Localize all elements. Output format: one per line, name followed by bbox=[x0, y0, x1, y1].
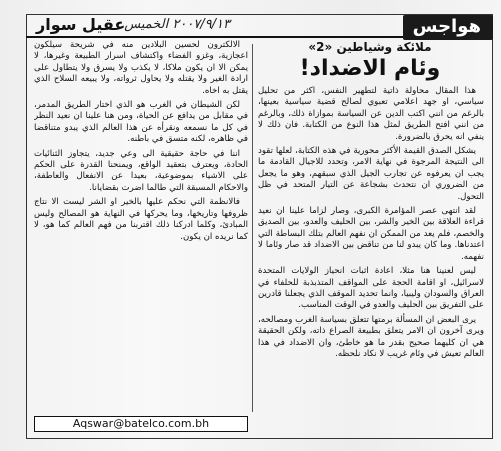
article-right-column bbox=[258, 86, 484, 408]
paragraph: يرى البعض ان المسألة برمتها تتعلق بسياسة الغرب ومصالحه، ويرى آخرون ان الامر يتعلق بطبيعة الصراع ذاته، ولكن الحقيقة هي ان كليهما صحيح بقدر ما هو خاطئ، وان الاضداد في هذا العالم تعيش في وئام غريب لا نكاد نلحظه. bbox=[258, 314, 484, 359]
paragraph: لقد انتهى عصر المؤامرة الكبرى، وصار لزاما علينا ان نعيد قراءة العلاقة بين الخير والشر، بين الحليف والعدو، بين الصديق والخصم، فلم يعد من الممكن ان نفهم العالم بتلك البساطة التي اعتدناها. وما كان يبدو لنا من تناقض بين الاضداد قد صار وئاما لا نفهمه. bbox=[258, 206, 484, 262]
author-email[interactable]: Aqswar@batelco.com.bh bbox=[72, 417, 210, 430]
paragraph: فالانظمة التي نحكم عليها بالخير او الشر ليست الا نتاج ظروفها وتاريخها، وما يحركها في النهاية هو المصالح وليس المبادئ، وكلما ادركنا ذلك اقتربنا من فهم العالم كما هو، لا كما نريده ان يكون. bbox=[34, 197, 248, 242]
column-title: هواجس bbox=[403, 15, 493, 40]
paragraph: يشكل الصدق القيمة الأكثر محورية في هذه الكتابة، لعلها تقود الى النتيجة المرجوة في نهاية الامر، وتحدد للاجيال القادمة ما يجب ان يعرفوه عن تجارب الجيل الذي سبقهم، وهو ما يجعل من الضروري ان نتحدث بشجاعة عن التيار المتحد في ظل التحول. bbox=[258, 146, 484, 202]
article-kicker: ملائكة وشياطين «2» bbox=[308, 40, 432, 54]
article-headline: وئام الاضداد! bbox=[299, 56, 441, 81]
column-divider bbox=[252, 44, 253, 412]
author-byline: عقيل سوار bbox=[36, 15, 126, 34]
handwritten-date: ٢٠٠٧/٩/١٣ الخميس bbox=[124, 17, 230, 32]
paragraph: لكن الشيطان في الغرب هو الذي اختار الطريق المدمر، في مقابل من يدافع عن الحياة، ومن هنا علينا ان نعيد النظر في كل ما نسمعه ونقرأه عن هذا العالم الذي يبدو متناقضا في ظاهره، لكنه متسق في باطنه. bbox=[34, 100, 248, 145]
paragraph: الالكترون لحسين البلادين منه في شريحة سيلكون اعجازية، وغزو الفضاء واكتشاف اسرار الطبيعة وغيرها، لا يمكن الا ان يكون ملاكا، لا يكذب ولا يسرق ولا يتطاول على ارادة الغير ولا يقتله ولا يحاول ثرواته، ولا يبيعه السلاح الذي يقتل به اخاه. bbox=[34, 40, 248, 96]
paragraph: ليس لعنينا هنا مثلا، اعادة اثبات انحياز الولايات المتحدة لاسرائيل، او اقامة الحجة على المواقف المتذبذبة للحلفاء في العراق والسودان وليبيا، وانما تحديد الموقف الذي يجعلنا قادرين على التفريق بين الحليف والعدو في الوقت المناسب. bbox=[258, 266, 484, 311]
paragraph: اننا في حاجة حقيقية الى وعي جديد، يتجاوز الثنائيات الحادة، ويعترف بتعقيد الواقع، ويمنحنا القدرة على الحكم على الاشياء بموضوعية، بعيدا عن الانفعال والعاطفة، والاحكام المسبقة التي طالما اضرت بقضايانا. bbox=[34, 148, 248, 193]
article-left-column bbox=[34, 40, 248, 410]
paragraph: هذا المقال محاولة ذاتية لتطهير النفس، اكثر من تحليل سياسي، او جهد اعلامي تعبوي لصالح قضية سياسية بعينها، بالرغم من انني اكتب الدين عن السياسة بموازاة ذلك، وبالرغم من انني افتح الطريق لمثل هذا النوع من الكتابة. فان ذلك لا ينفي انه يحرق بالضرورة. bbox=[258, 86, 484, 142]
